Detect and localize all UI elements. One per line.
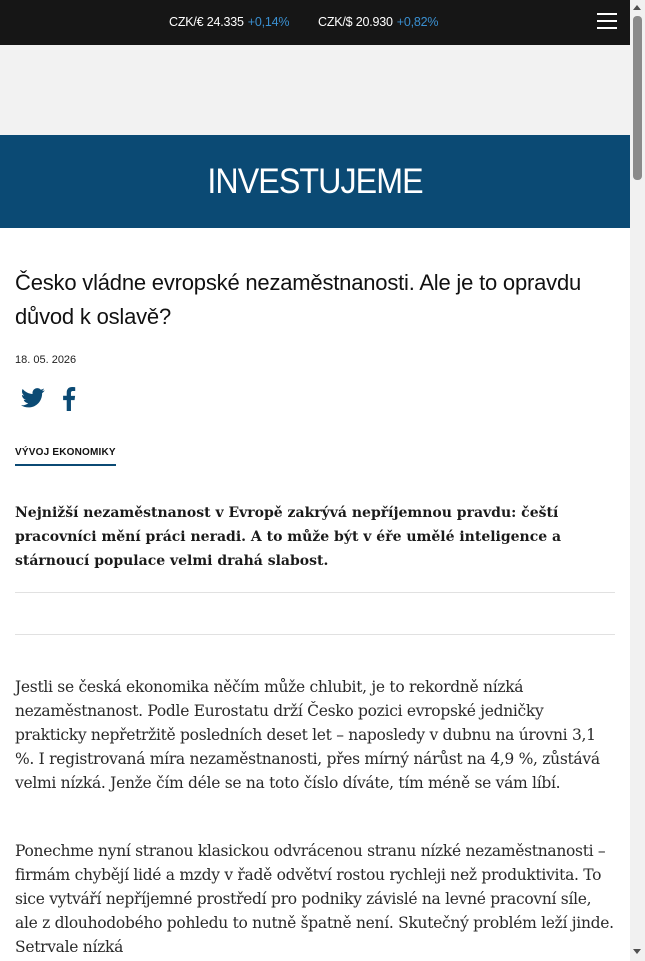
- rate-usd-change: +0,82%: [396, 15, 439, 29]
- scrollbar[interactable]: [630, 0, 645, 961]
- site-logo[interactable]: INVESTUJEME: [207, 161, 423, 201]
- menu-line: [597, 13, 617, 15]
- exchange-rate-usd[interactable]: [318, 15, 438, 29]
- twitter-icon[interactable]: [21, 387, 45, 411]
- scroll-down-arrow-icon[interactable]: [633, 949, 641, 954]
- article-paragraph: Jestli se česká ekonomika něčím může chlubit, je to rekordně nízká nezaměstnanost. Podle Eurostatu drží Česko pozici evropské jedničky prakticky nepřetržitě posledních deset let – naposledy v dubnu na úrovni 3,1 %. I registrovaná míra nezaměstnanosti, přes mírný nárůst na 4,9 %, zůstává velmi nízká. Jenže čím déle se na toto číslo díváte, tím méně se vám líbí.: [15, 678, 600, 792]
- masthead: [0, 135, 630, 228]
- article-perex: Nejnižší nezaměstnanost v Evropě zakrývá nepříjemnou pravdu: čeští pracovníci mění práci neradi. A to může být v éře umělé inteligence a stárnoucí populace velmi drahá slabost.: [15, 505, 562, 569]
- ad-placeholder: [0, 45, 630, 135]
- twitter-icon-graphic: [21, 387, 45, 409]
- scroll-up-arrow-icon[interactable]: [633, 5, 641, 10]
- exchange-rate-eur[interactable]: [169, 15, 289, 29]
- rate-usd-value: CZK/$ 20.930: [318, 15, 393, 29]
- hamburger-icon[interactable]: [597, 13, 617, 31]
- divider: [15, 634, 615, 635]
- article-paragraph: Ponechme nyní stranou klasickou odvrácenou stranu nízké nezaměstnanosti – firmám chybějí lidé a mzdy v řadě odvětví rostou rychleji než produktivita. To sice vytváří nepříjemné prostředí pro podniky závislé na levné pracovní síle, ale z dlouhodobého pohledu to nutně špatně není. Skutečný problém leží jinde. Setrvale nízká: [15, 842, 614, 956]
- article-title: Česko vládne evropské nezaměstnanosti. Ale je to opravdu důvod k oslavě?: [15, 270, 582, 329]
- menu-line: [597, 20, 617, 22]
- category-link[interactable]: VÝVOJ EKONOMIKY: [15, 447, 116, 466]
- divider: [15, 592, 615, 593]
- top-bar: [0, 0, 630, 45]
- scrollbar-thumb[interactable]: [633, 16, 642, 180]
- facebook-icon[interactable]: [62, 387, 78, 411]
- rate-eur-change: +0,14%: [247, 15, 290, 29]
- facebook-icon-graphic: [62, 387, 76, 411]
- rate-eur-value: CZK/€ 24.335: [169, 15, 244, 29]
- menu-line: [597, 27, 617, 29]
- article-date: 18. 05. 2026: [15, 354, 77, 366]
